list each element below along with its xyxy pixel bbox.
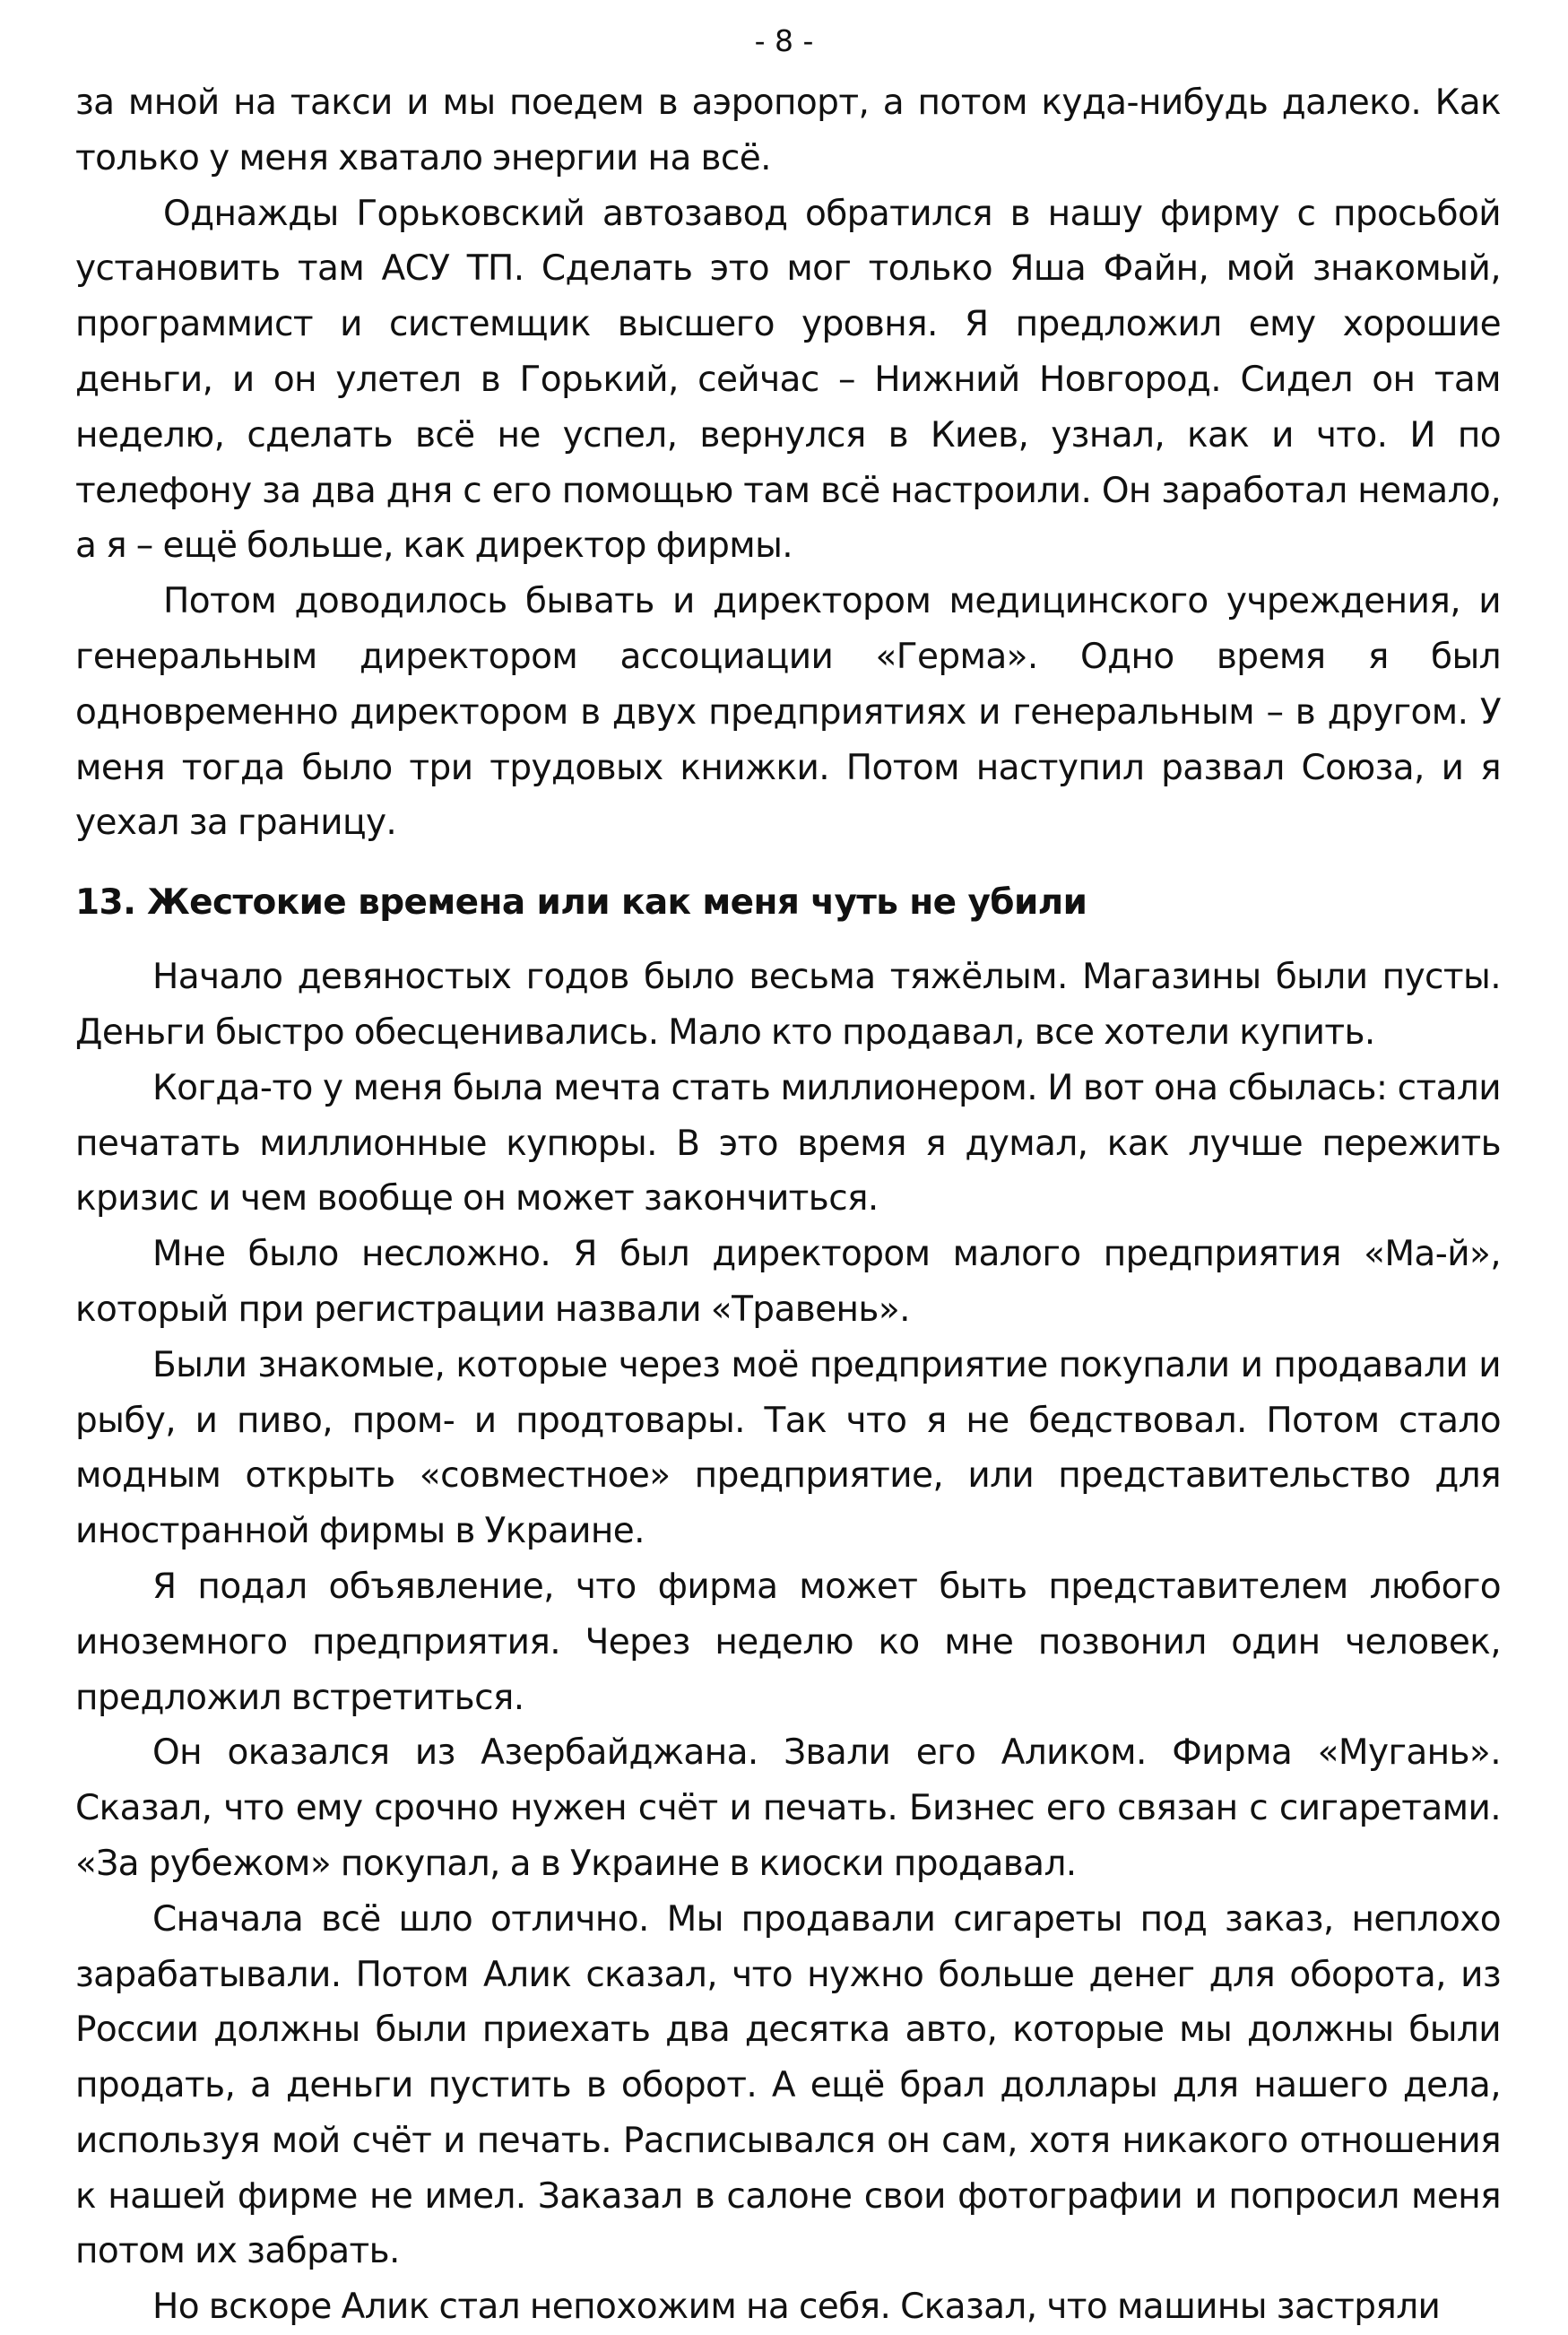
- paragraph: Потом доводилось бывать и директором медицинского учреждения, и генеральным директором ассоциации «Герма». Одно время я был одновременно директором в двух предприятиях и генеральным – в другом. У меня тогда было три трудовых книжки. Потом наступил развал Союза, и я уехал за границу.: [75, 581, 1501, 844]
- document-body: [75, 75, 1501, 2335]
- paragraph: Однажды Горьковский автозавод обратился в нашу фирму с просьбой установить там АСУ ТП. Сделать это мог только Яша Файн, мой знакомый, программист и системщик высшего уровня. Я предложил ему хорошие деньги, и он улетел в Горький, сейчас – Нижний Новгород. Сидел он там неделю, сделать всё не успел, вернулся в Киев, узнал, как и что. И по телефону за два дня с его помощью там всё настроили. Он заработал немало, а я – ещё больше, как директор фирмы.: [75, 193, 1501, 567]
- section-heading: [75, 876, 1501, 930]
- section-title: Жестокие времена или как меня чуть не убили: [147, 882, 1087, 924]
- paragraph: Но вскоре Алик стал непохожим на себя. Сказал, что машины застряли: [152, 2287, 1441, 2328]
- paragraph: за мной на такси и мы поедем в аэропорт, а потом куда-нибудь далеко. Как только у меня хватало энергии на всё.: [75, 82, 1501, 178]
- page-number: - 8 -: [754, 23, 814, 58]
- paragraph: Сначала всё шло отлично. Мы продавали сигареты под заказ, неплохо зарабатывали. Потом Алик сказал, что нужно больше денег для оборота, из России должны были приехать два десятка авто, которые мы должны были продать, а деньги пустить в оборот. А ещё брал доллары для нашего дела, используя мой счёт и печать. Расписывался он сам, хотя никакого отношения к нашей фирме не имел. Заказал в салоне свои фотографии и попросил меня потом их забрать.: [75, 1898, 1501, 2272]
- paragraph: Я подал объявление, что фирма может быть представителем любого иноземного предприятия. Через неделю ко мне позвонил один человек, предложил встретиться.: [75, 1566, 1501, 1718]
- paragraph: Он оказался из Азербайджана. Звали его Аликом. Фирма «Мугань». Сказал, что ему срочно нужен счёт и печать. Бизнес его связан с сигаретами. «За рубежом» покупал, а в Украине в киоски продавал.: [75, 1732, 1501, 1884]
- paragraph: Мне было несложно. Я был директором малого предприятия «Ма-й», который при регистрации назвали «Травень».: [75, 1234, 1501, 1330]
- paragraph: Начало девяностых годов было весьма тяжёлым. Магазины были пусты. Деньги быстро обесценивались. Мало кто продавал, все хотели купить.: [75, 957, 1501, 1053]
- section-number: 13.: [75, 882, 136, 924]
- paragraph: Были знакомые, которые через моё предприятие покупали и продавали и рыбу, и пиво, пром- и продтовары. Так что я не бедствовал. Потом стало модным открыть «совместное» предприятие, или представительство для иностранной фирмы в Украине.: [75, 1344, 1501, 1552]
- paragraph: Когда-то у меня была мечта стать миллионером. И вот она сбылась: стали печатать миллионные купюры. В это время я думал, как лучше пережить кризис и чем вообще он может закончиться.: [75, 1067, 1501, 1220]
